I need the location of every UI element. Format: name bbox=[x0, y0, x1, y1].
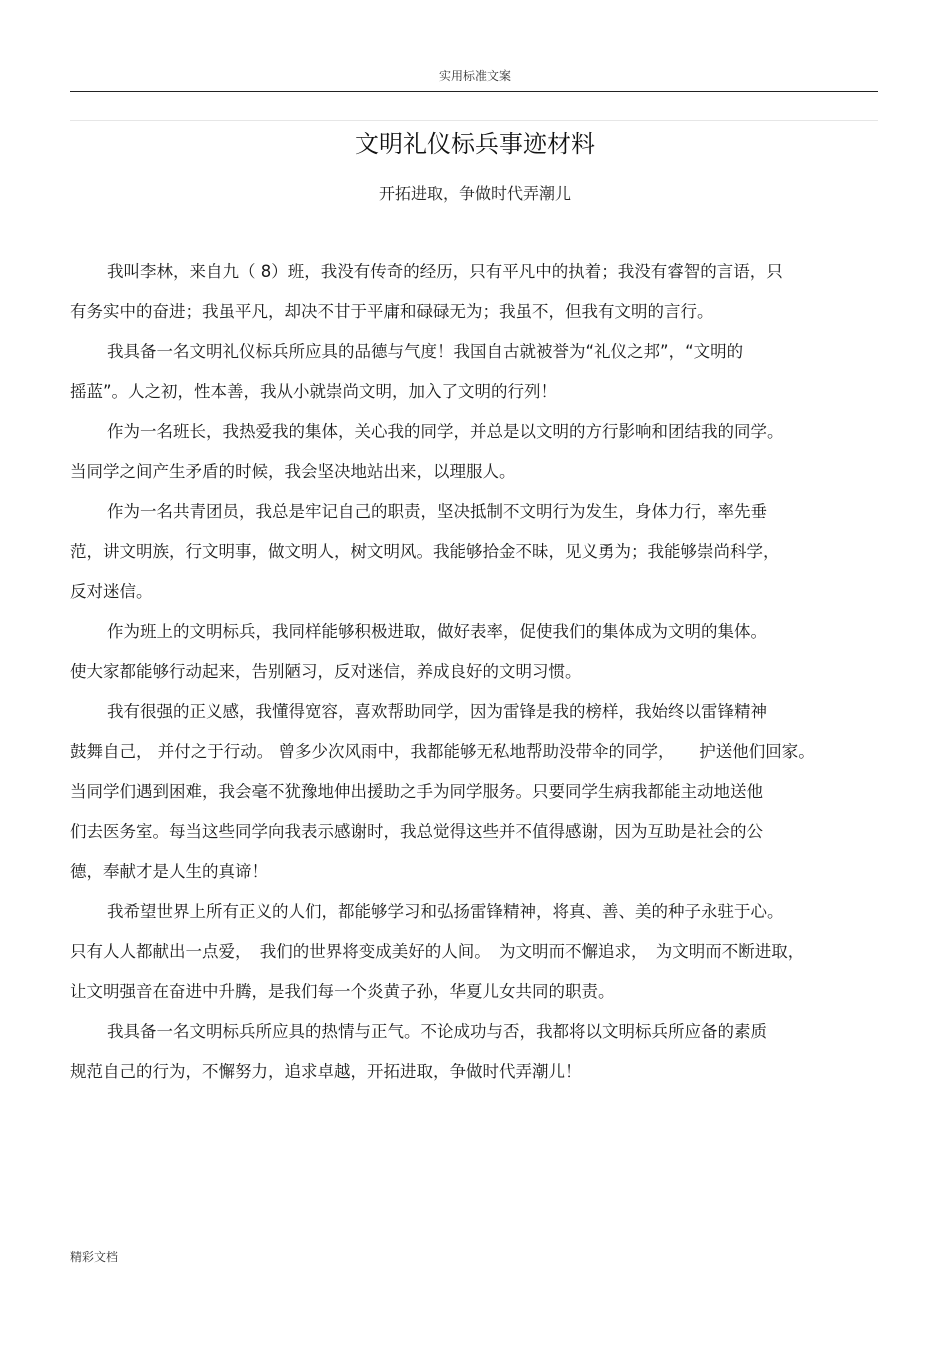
body-line: 反对迷信。 bbox=[70, 582, 153, 601]
body-line: 有务实中的奋进；我虽平凡，却决不甘于平庸和碌碌无为；我虽不，但我有文明的言行。 bbox=[70, 302, 714, 321]
body-line: 我具备一名文明标兵所应具的热情与正气。不论成功与否，我都将以文明标兵所应备的素质 bbox=[107, 1022, 767, 1041]
body-line: 我叫李林，来自九（ 8）班，我没有传奇的经历，只有平凡中的执着；我没有睿智的言语，只 bbox=[107, 262, 783, 281]
body-line: 范，讲文明族，行文明事，做文明人，树文明风。我能够拾金不昧，见义勇为；我能够崇尚科学， bbox=[70, 542, 780, 561]
body-line: 规范自己的行为，不懈努力，追求卓越，开拓进取，争做时代弄潮儿！ bbox=[70, 1062, 582, 1081]
body-line: 们去医务室。每当这些同学向我表示感谢时，我总觉得这些并不值得感谢，因为互助是社会的公 bbox=[70, 822, 763, 841]
document-subtitle: 开拓进取，争做时代弄潮儿 bbox=[378, 184, 571, 203]
body-line: 我具备一名文明礼仪标兵所应具的品德与气度！我国自古就被誉为“礼仪之邦”，“文明的 bbox=[107, 342, 744, 361]
body-line: 只有人人都献出一点爱， 我们的世界将变成美好的人间。 为文明而不懈追求， 为文明而不断进取， bbox=[70, 942, 805, 961]
body-line: 摇蓝”。人之初，性本善，我从小就崇尚文明，加入了文明的行列！ bbox=[70, 382, 558, 401]
body-line: 鼓舞自己， 并付之于行动。 曾多少次风雨中，我都能够无私地帮助没带伞的同学， 护送他们回家。 bbox=[70, 742, 815, 761]
document-title: 文明礼仪标兵事迹材料 bbox=[355, 130, 595, 158]
body-line: 德，奉献才是人生的真谛！ bbox=[70, 862, 268, 881]
body-line: 当同学们遇到困难，我会毫不犹豫地伸出援助之手为同学服务。只要同学生病我都能主动地送他 bbox=[70, 782, 763, 801]
body-line: 让文明强音在奋进中升腾，是我们每一个炎黄子孙，华夏儿女共同的职责。 bbox=[70, 982, 615, 1001]
body-line: 使大家都能够行动起来，告别陋习，反对迷信，养成良好的文明习惯。 bbox=[70, 662, 582, 681]
body-line: 作为班上的文明标兵，我同样能够积极进取，做好表率，促使我们的集体成为文明的集体。 bbox=[107, 622, 767, 641]
document-body bbox=[70, 258, 940, 1098]
body-line: 作为一名班长，我热爱我的集体，关心我的同学，并总是以文明的方行影响和团结我的同学。 bbox=[107, 422, 784, 441]
title-divider bbox=[70, 120, 878, 121]
body-line: 作为一名共青团员，我总是牢记自己的职责，坚决抵制不文明行为发生，身体力行，率先垂 bbox=[107, 502, 767, 521]
header-divider bbox=[70, 91, 878, 92]
body-line: 当同学之间产生矛盾的时候，我会坚决地站出来，以理服人。 bbox=[70, 462, 516, 481]
page-header: 实用标准文案 bbox=[438, 69, 511, 83]
page-footer: 精彩文档 bbox=[70, 1250, 119, 1264]
body-line: 我希望世界上所有正义的人们，都能够学习和弘扬雷锋精神，将真、善、美的种子永驻于心。 bbox=[107, 902, 784, 921]
body-line: 我有很强的正义感，我懂得宽容，喜欢帮助同学，因为雷锋是我的榜样，我始终以雷锋精神 bbox=[107, 702, 767, 721]
